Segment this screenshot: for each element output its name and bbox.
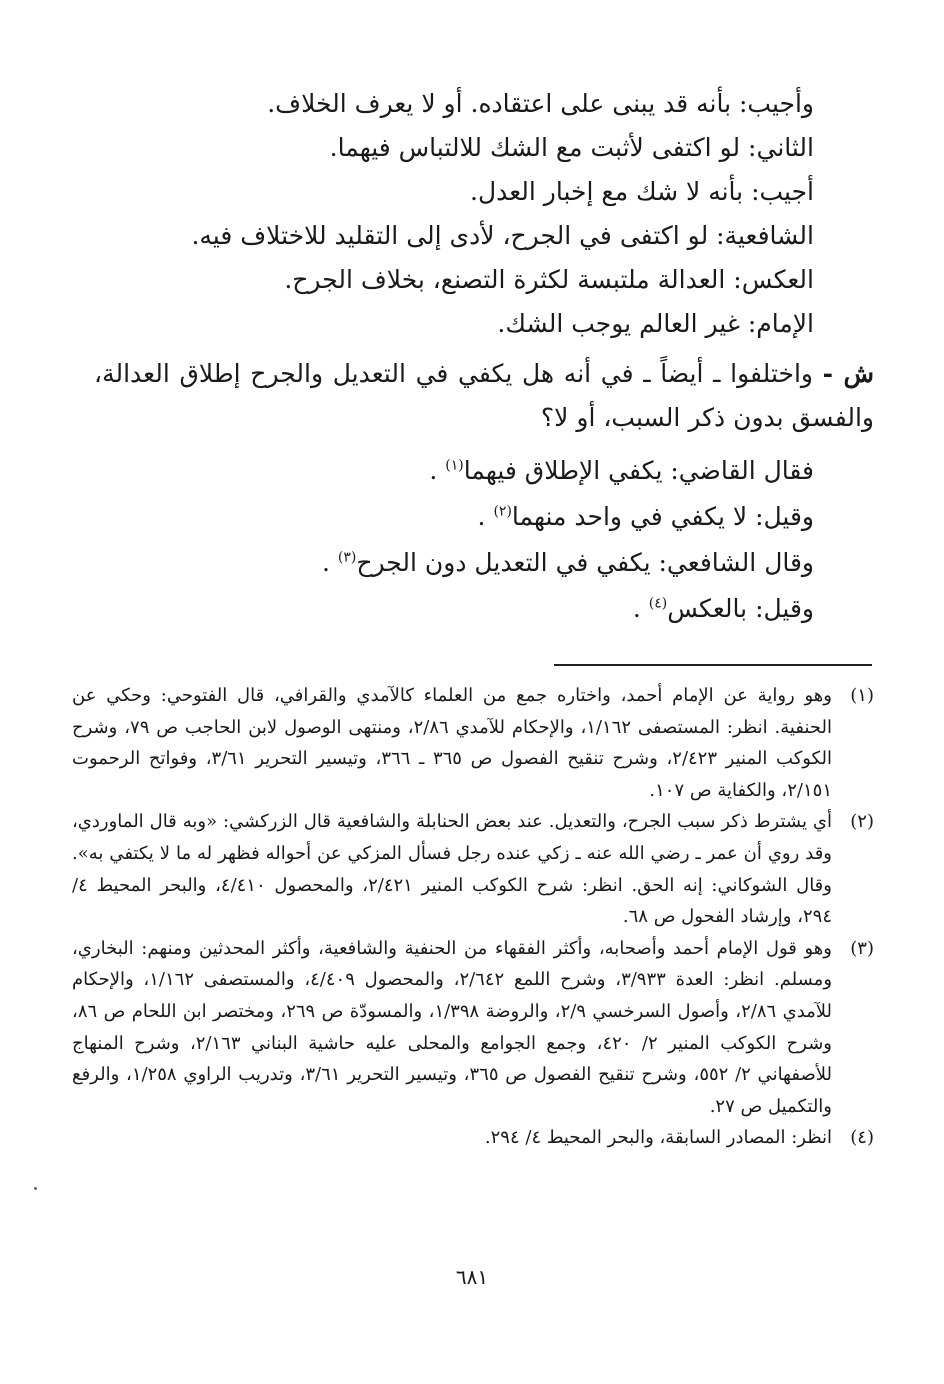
footnote <box>72 1122 874 1154</box>
text-line: الثاني: لو اكتفى لأثبت مع الشك للالتباس فيهما. <box>329 133 814 162</box>
opinion-end: . <box>477 502 494 531</box>
opinion-text: وقيل: بالعكس <box>667 594 814 623</box>
footnote-number: (٤) <box>850 1127 874 1149</box>
opinion-line <box>94 540 814 586</box>
footnote-text: انظر: المصادر السابقة، والبحر المحيط ٤/ ٢٩٤. <box>484 1127 832 1149</box>
footnote-number: (١) <box>850 685 874 706</box>
footnote <box>72 933 874 1123</box>
main-text <box>94 82 874 632</box>
opinion-line <box>94 494 814 540</box>
footnotes <box>72 680 874 1154</box>
footnote-separator <box>554 664 872 666</box>
footnote-ref[interactable]: (٤) <box>648 595 668 612</box>
opinion-end: . <box>632 594 649 623</box>
footnote-ref[interactable]: (٢) <box>493 503 512 520</box>
text-line: العكس: العدالة ملتبسة لكثرة التصنع، بخلاف الجرح. <box>284 265 814 294</box>
footnote-text: وهو رواية عن الإمام أحمد، واختاره جمع من العلماء كالآمدي والقرافي، قال الفتوحي: وحكي عن الحنفية. انظر: المستصفى ١/١٦٢، والإحكام للآمدي ٢/٨٦، ومنتهى الوصول لابن الحاجب ص ٧٩، وشرح الكوكب المنير ٢/٤٢٣، وشرح تنقيح الفصول ص ٣٦٥ ـ ٣٦٦، وتيسير التحرير ٣/٦١، وفواتح الرحموت ٢/١٥١، والكفاية ص ١٠٧. <box>72 685 832 801</box>
opinion-text: وقيل: لا يكفي في واحد منهما <box>511 502 814 531</box>
text-line: أجيب: بأنه لا شك مع إخبار العدل. <box>470 177 814 206</box>
footnote-text: أي يشترط ذكر سبب الجرح، والتعديل. عند بعض الحنابلة والشافعية قال الزركشي: «وبه قال الماوردي، وقد روي أن عمر ـ رضي الله عنه ـ زكي عنده رجل فسأل المزكي عن أحواله فظهر له ما لا يكتفي به». وقال الشوكاني: إنه الحق. انظر: شرح الكوكب المنير ٢/٤٢١، والمحصول ٤/٤١٠، والبحر المحيط ٤/ ٢٩٤، وإرشاد الفحول ص ٦٨. <box>72 811 832 928</box>
opinion-text: فقال القاضي: يكفي الإطلاق فيهما <box>463 456 814 485</box>
page-number: ٦٨١ <box>455 1265 489 1289</box>
text-line: الإمام: غير العالم يوجب الشك. <box>497 309 814 338</box>
commentary-paragraph <box>94 352 874 440</box>
opinions-list <box>94 448 814 632</box>
scan-speck <box>34 1187 37 1190</box>
opinion-text: وقال الشافعي: يكفي في التعديل دون الجرح <box>356 548 814 577</box>
footnote-ref[interactable]: (٣) <box>337 549 357 566</box>
footnote-ref[interactable]: (١) <box>445 457 464 474</box>
footnote <box>72 680 874 806</box>
footnote-text: وهو قول الإمام أحمد وأصحابه، وأكثر الفقهاء من الحنفية والشافعية، وأكثر المحدثين ومنهم: البخاري، ومسلم. انظر: العدة ٣/٩٣٣، وشرح اللمع ٢/٦٤٢، والمحصول ٤/٤٠٩، والمستصفى ١/١٦٢، والإحكام للآمدي ٢/٨٦، وأصول السرخسي ٢/٩، والروضة ١/٣٩٨، والمسودّة ص ٢٦٩، ومختصر ابن اللحام ص ٨٦، وشرح الكوكب المنير ٢/ ٤٢٠، وجمع الجوامع والمحلى عليه حاشية البناني ٢/١٦٣، وشرح المنهاج للأصفهاني ٢/ ٥٥٢، وشرح تنقيح الفصول ص ٣٦٥، وتيسير التحرير ٣/٦١، وتدريب الراوي ١/٢٥٨، والرفع والتكميل ص ٢٧. <box>72 937 833 1117</box>
text-line: وأجيب: بأنه قد يبنى على اعتقاده. أو لا يعرف الخلاف. <box>267 89 814 118</box>
opinion-end: . <box>429 456 446 485</box>
footnote-number: (٢) <box>850 811 874 833</box>
opinion-end: . <box>321 548 338 577</box>
footnote <box>72 806 874 932</box>
text-line: الشافعية: لو اكتفى في الجرح، لأدى إلى التقليد للاختلاف فيه. <box>191 221 814 250</box>
footnote-number: (٣) <box>850 937 874 959</box>
commentary-marker: ش - <box>822 359 874 388</box>
opinion-line <box>94 448 814 494</box>
opinion-line <box>94 586 814 632</box>
commentary-text: واختلفوا ـ أيضاً ـ في أنه هل يكفي في التعديل والجرح إطلاق العدالة، والفسق بدون ذكر السبب، أو لا؟ <box>94 359 874 432</box>
